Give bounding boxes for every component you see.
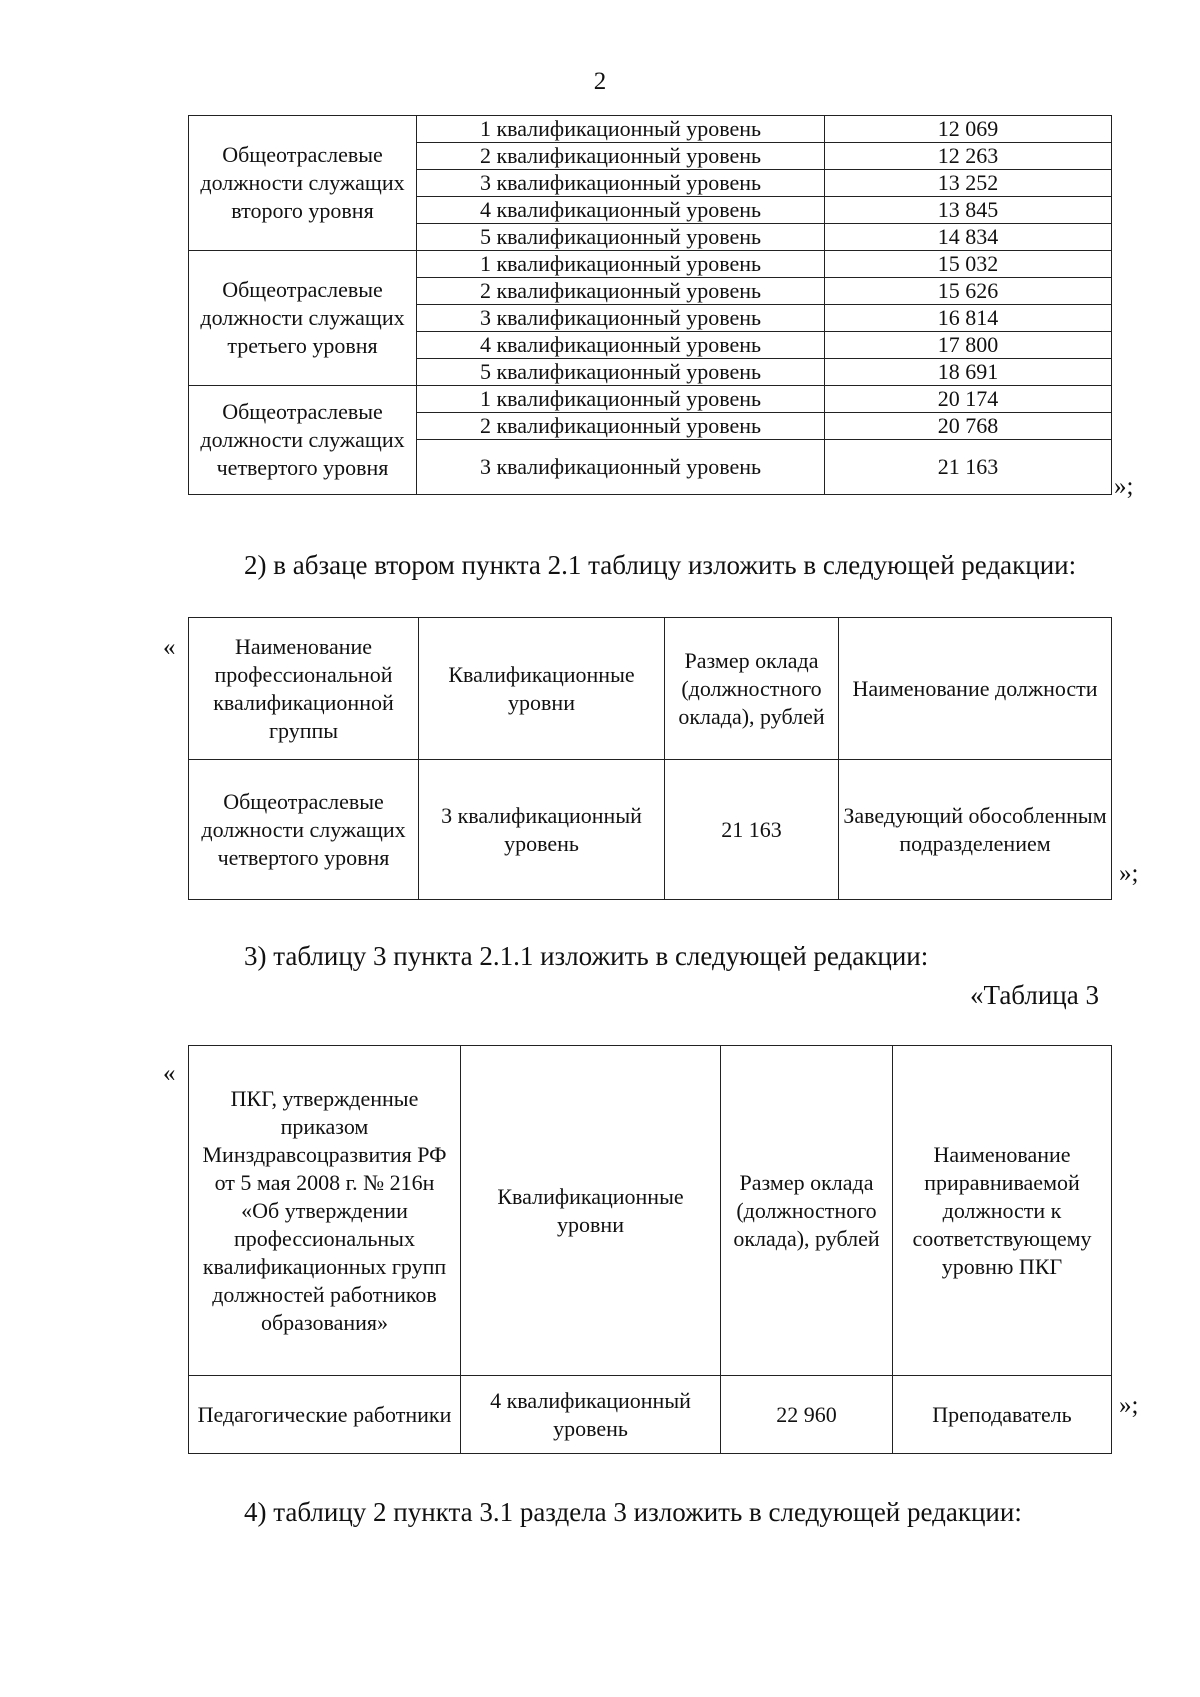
table3-cell-level: 4 квалификационный уровень [461,1376,721,1454]
table-row [189,116,1112,143]
salary-levels-table [188,115,1112,495]
table3-header-levels: Квалификационные уровни [461,1046,721,1376]
table1-salary: 12 069 [825,116,1112,143]
pkg-salary-table [188,1045,1112,1454]
table1-salary: 18 691 [825,359,1112,386]
table3-header-salary: Размер оклада (должностного оклада), рублей [721,1046,893,1376]
table1-salary: 13 252 [825,170,1112,197]
table1-level: 4 квалификационный уровень [417,197,825,224]
table1-salary: 20 174 [825,386,1112,413]
table1-level: 1 квалификационный уровень [417,251,825,278]
table1-salary: 15 626 [825,278,1112,305]
table1-salary: 14 834 [825,224,1112,251]
table2-cell-salary: 21 163 [665,760,839,900]
table1-level: 1 квалификационный уровень [417,386,825,413]
table-row [189,386,1112,413]
table-row [189,760,1112,900]
table1-salary: 17 800 [825,332,1112,359]
table2-closing-mark: »; [1119,860,1139,887]
table1-group-name: Общеотраслевые должности служащих второго уровня [189,116,417,251]
table1-level: 3 квалификационный уровень [417,440,825,495]
page-number: 2 [593,68,607,95]
table1-level: 3 квалификационный уровень [417,170,825,197]
table3-cell-position: Преподаватель [893,1376,1112,1454]
position-salary-table [188,617,1112,900]
table1-level: 5 квалификационный уровень [417,224,825,251]
table1-level: 5 квалификационный уровень [417,359,825,386]
table1-level: 1 квалификационный уровень [417,116,825,143]
table1-salary: 16 814 [825,305,1112,332]
table1-group-name: Общеотраслевые должности служащих третьего уровня [189,251,417,386]
table1-level: 2 квалификационный уровень [417,278,825,305]
table2-header-group: Наименование профессиональной квалификационной группы [189,618,419,760]
table1-salary: 12 263 [825,143,1112,170]
table1-salary: 15 032 [825,251,1112,278]
table1-salary: 21 163 [825,440,1112,495]
table3-header-pkg: ПКГ, утвержденные приказом Минздравсоцразвития РФ от 5 мая 2008 г. № 216н «Об утверждении профессиональных квалификационных групп должностей работников образования» [189,1046,461,1376]
table1-salary: 20 768 [825,413,1112,440]
table3-closing-mark: »; [1119,1392,1139,1419]
paragraph-3: 3) таблицу 3 пункта 2.1.1 изложить в следующей редакции: [244,941,929,971]
paragraph-2: 2) в абзаце втором пункта 2.1 таблицу изложить в следующей редакции: [244,550,1077,580]
table3-header-position: Наименование приравниваемой должности к соответствующему уровню ПКГ [893,1046,1112,1376]
table3-cell-group: Педагогические работники [189,1376,461,1454]
table1-level: 3 квалификационный уровень [417,305,825,332]
table2-cell-level: 3 квалификационный уровень [419,760,665,900]
table2-cell-group: Общеотраслевые должности служащих четвертого уровня [189,760,419,900]
table1-level: 4 квалификационный уровень [417,332,825,359]
table1-group-name: Общеотраслевые должности служащих четвертого уровня [189,386,417,495]
table2-opening-mark: « [163,634,176,661]
table1-level: 2 квалификационный уровень [417,413,825,440]
table3-caption: «Таблица 3 [970,980,1099,1010]
table2-header-position: Наименование должности [839,618,1112,760]
table-row [189,1376,1112,1454]
table1-salary: 13 845 [825,197,1112,224]
table-row [189,251,1112,278]
table2-header-salary: Размер оклада (должностного оклада), рублей [665,618,839,760]
table3-cell-salary: 22 960 [721,1376,893,1454]
table1-closing-mark: »; [1114,473,1134,500]
table2-cell-position: Заведующий обособленным подразделением [839,760,1112,900]
table1-level: 2 квалификационный уровень [417,143,825,170]
paragraph-4: 4) таблицу 2 пункта 3.1 раздела 3 изложить в следующей редакции: [244,1497,1022,1527]
table2-header-levels: Квалификационные уровни [419,618,665,760]
table3-opening-mark: « [163,1060,176,1087]
